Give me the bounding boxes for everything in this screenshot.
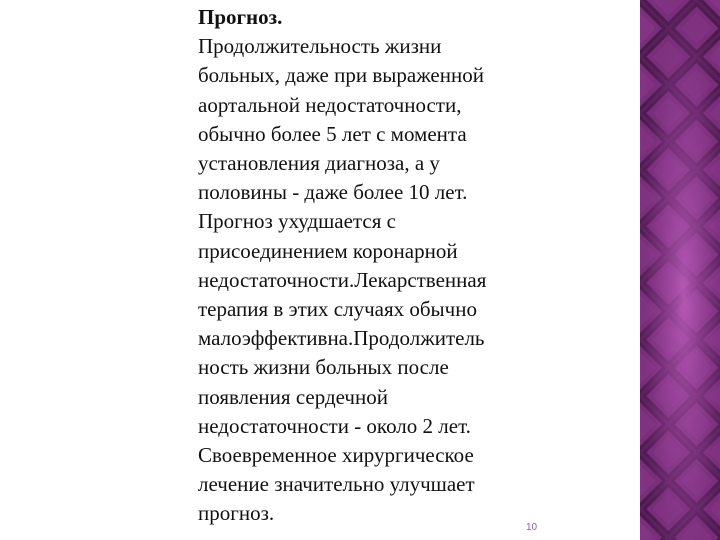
body-line: терапия в этих случаях обычно xyxy=(198,297,477,322)
body-line: недостаточности.Лекарственная xyxy=(198,267,487,292)
body-line: появления сердечной xyxy=(198,384,388,409)
slide-text-block xyxy=(198,3,598,529)
body-line: Продолжительность жизни xyxy=(198,34,442,59)
body-line: установления диагноза, а у xyxy=(198,151,440,176)
body-line: ность жизни больных после xyxy=(198,355,449,380)
slide-number: 10 xyxy=(526,522,538,533)
body-line: малоэффективна.Продолжитель xyxy=(198,326,485,351)
slide-title: Прогноз. xyxy=(198,5,283,29)
body-line: Прогноз ухудшается с xyxy=(198,209,396,234)
body-line: недостаточности - около 2 лет. xyxy=(198,413,471,438)
body-line: прогноз. xyxy=(198,501,275,526)
diamond-pattern xyxy=(640,0,720,540)
body-line: половины - даже более 10 лет. xyxy=(198,180,468,205)
body-line: лечение значительно улучшает xyxy=(198,472,475,497)
body-line: аортальной недостаточности, xyxy=(198,92,462,117)
body-line: присоединением коронарной xyxy=(198,238,458,263)
body-line: больных, даже при выраженной xyxy=(198,63,484,88)
body-line: Своевременное хирургическое xyxy=(198,443,474,468)
decorative-side-panel xyxy=(640,0,720,540)
body-line: обычно более 5 лет с момента xyxy=(198,121,467,146)
